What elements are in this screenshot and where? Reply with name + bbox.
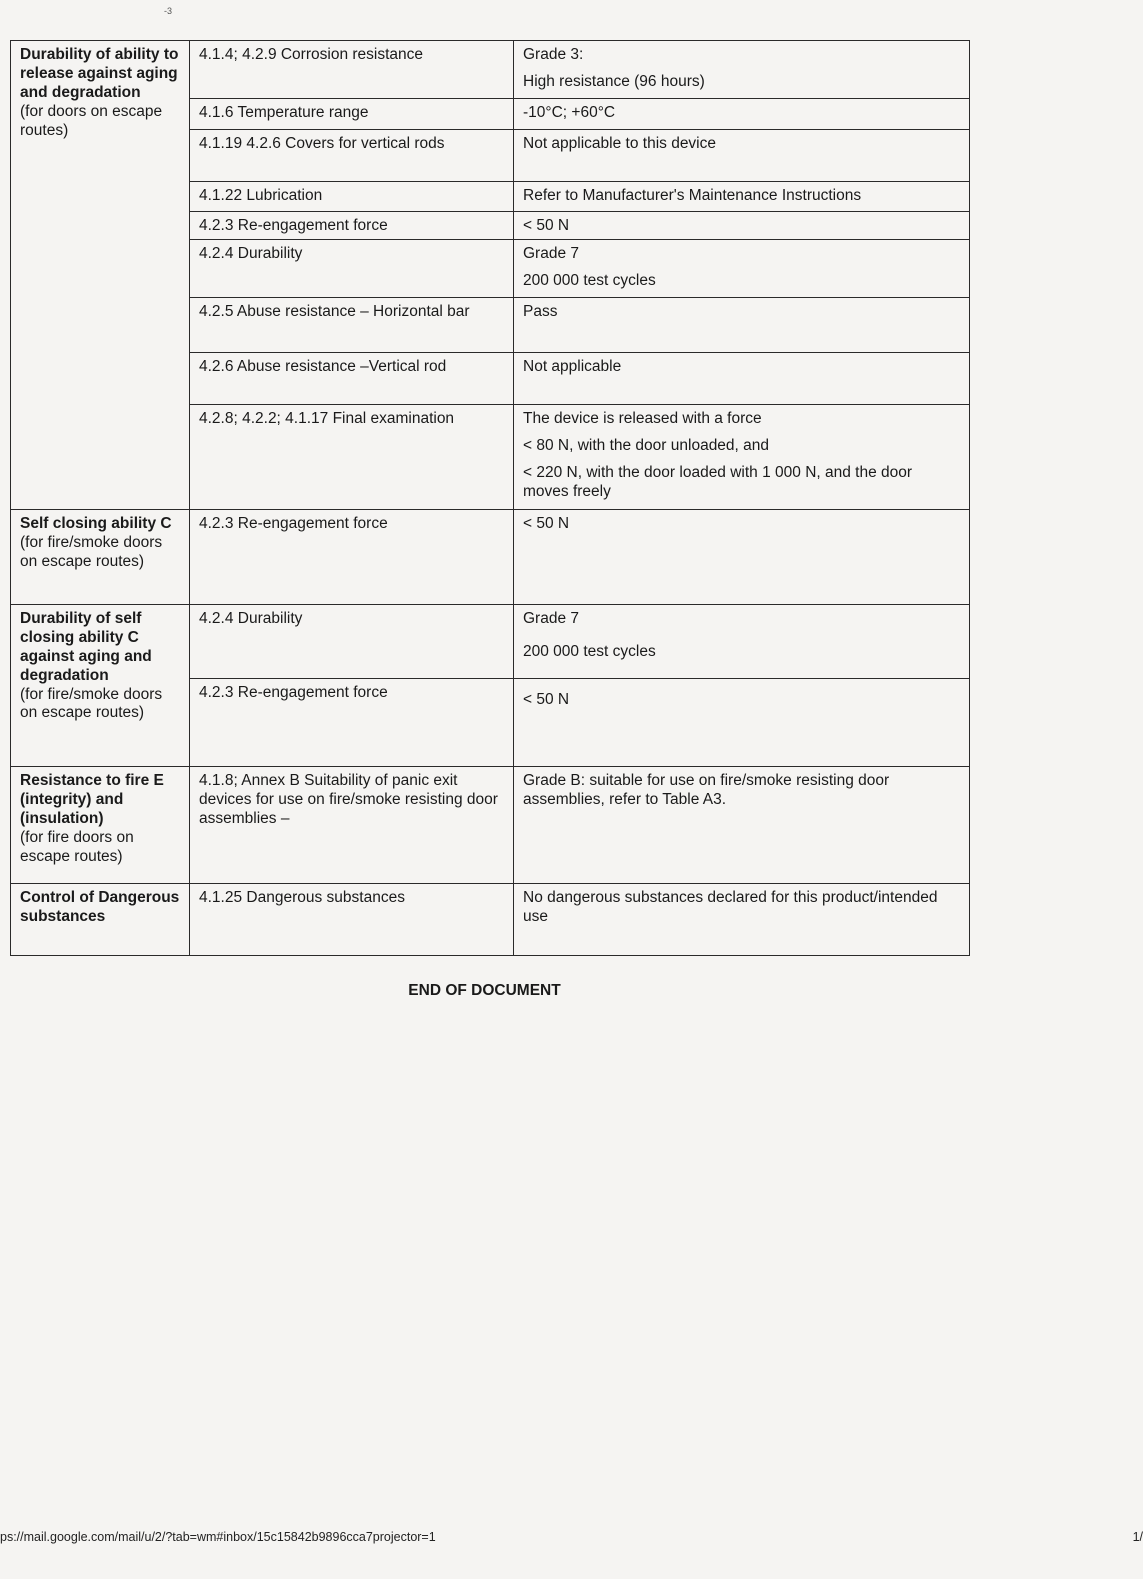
table-row	[11, 604, 970, 678]
value-cell: Grade B: suitable for use on fire/smoke resisting door assemblies, refer to Table A3.	[514, 766, 970, 883]
value-cell: Not applicable to this device	[514, 130, 970, 182]
clause-cell: 4.1.4; 4.2.9 Corrosion resistance	[190, 41, 514, 99]
page-number: 1/	[1132, 1530, 1143, 1544]
clause-cell: 4.1.19 4.2.6 Covers for vertical rods	[190, 130, 514, 182]
end-of-document: END OF DOCUMENT	[408, 982, 561, 999]
clause-cell: 4.1.8; Annex B Suitability of panic exit devices for use on fire/smoke resisting door assemblies –	[190, 766, 514, 883]
table-row	[11, 766, 970, 883]
value-cell: Grade 3: High resistance (96 hours)	[514, 41, 970, 99]
value-cell: Pass	[514, 297, 970, 352]
table-row	[11, 41, 970, 99]
value-cell: Grade 7 200 000 test cycles	[514, 239, 970, 297]
clause-cell: 4.2.3 Re-engagement force	[190, 678, 514, 766]
characteristic-cell: Durability of self closing ability C against aging and degradation (for fire/smoke doors on escape routes)	[11, 604, 190, 766]
clause-cell: 4.1.6 Temperature range	[190, 99, 514, 130]
clause-cell: 4.1.25 Dangerous substances	[190, 883, 514, 955]
value-cell: No dangerous substances declared for this product/intended use	[514, 883, 970, 955]
value-cell: Not applicable	[514, 352, 970, 404]
value-cell: < 50 N	[514, 212, 970, 240]
table-row	[11, 509, 970, 604]
clause-cell: 4.2.6 Abuse resistance –Vertical rod	[190, 352, 514, 404]
value-cell: Refer to Manufacturer's Maintenance Instructions	[514, 182, 970, 212]
clause-cell: 4.2.8; 4.2.2; 4.1.17 Final examination	[190, 404, 514, 509]
clause-cell: 4.2.4 Durability	[190, 239, 514, 297]
characteristic-cell: Durability of ability to release against aging and degradation (for doors on escape routes)	[11, 41, 190, 510]
clause-cell: 4.2.4 Durability	[190, 604, 514, 678]
value-cell: Grade 7 200 000 test cycles	[514, 604, 970, 678]
value-cell: -10°C; +60°C	[514, 99, 970, 130]
footer-url: ps://mail.google.com/mail/u/2/?tab=wm#inbox/15c15842b9896cca7projector=1	[0, 1530, 436, 1544]
value-cell: < 50 N	[514, 509, 970, 604]
clause-cell: 4.2.3 Re-engagement force	[190, 509, 514, 604]
value-cell: < 50 N	[514, 678, 970, 766]
clause-cell: 4.1.22 Lubrication	[190, 182, 514, 212]
performance-table	[10, 40, 970, 956]
characteristic-cell: Resistance to fire E (integrity) and (insulation) (for fire doors on escape routes)	[11, 766, 190, 883]
clause-cell: 4.2.3 Re-engagement force	[190, 212, 514, 240]
characteristic-cell: Control of Dangerous substances	[11, 883, 190, 955]
characteristic-cell: Self closing ability C (for fire/smoke doors on escape routes)	[11, 509, 190, 604]
clause-cell: 4.2.5 Abuse resistance – Horizontal bar	[190, 297, 514, 352]
table-row	[11, 883, 970, 955]
value-cell: The device is released with a force < 80 N, with the door unloaded, and < 220 N, with the door loaded with 1 000 N, and the door moves freely	[514, 404, 970, 509]
scan-mark: -3	[164, 6, 173, 16]
